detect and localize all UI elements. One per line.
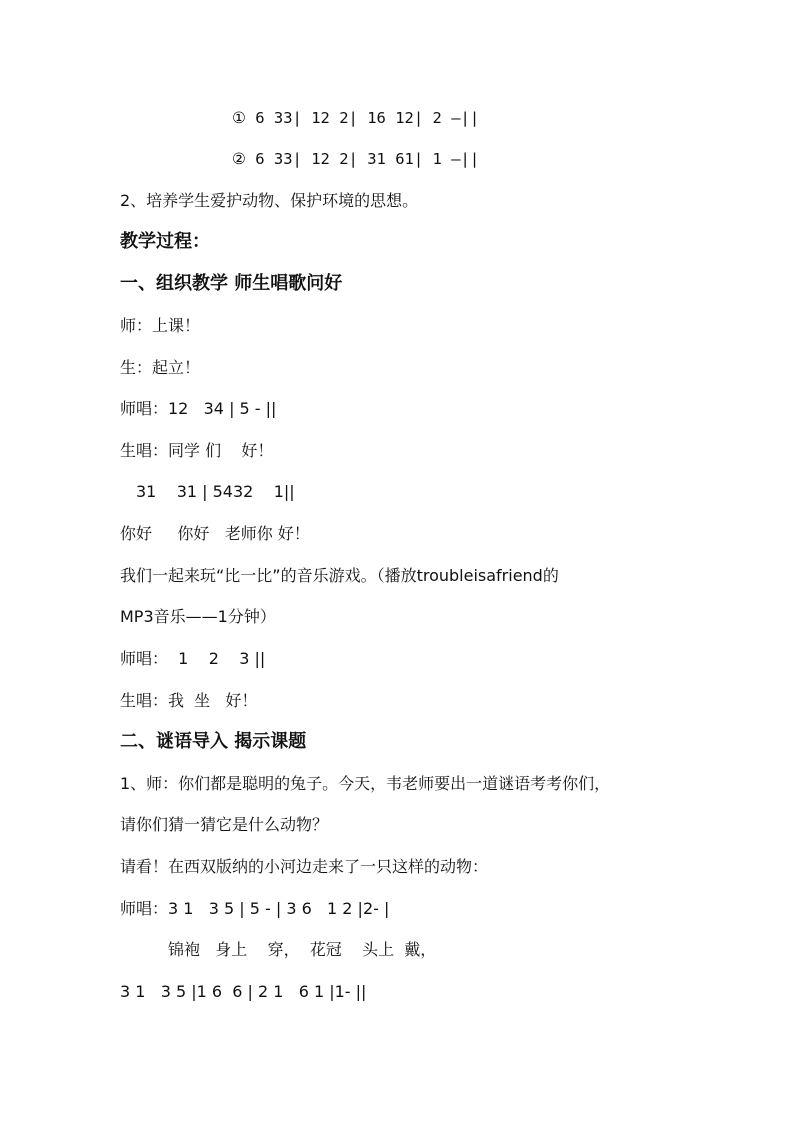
student-sings-sit: 生唱：我 坐 好！ xyxy=(120,691,258,710)
riddle-score-2: 3 1 3 5 |1 6 6 | 2 1 6 1 |1- || xyxy=(120,982,367,1001)
score-line-2: ② 6 33| 12 2| 31 61| 1 —|| xyxy=(232,150,480,168)
dialog-teacher-class: 师：上课！ xyxy=(120,316,201,335)
dialog-student-stand: 生：起立！ xyxy=(120,358,201,377)
riddle-score-1: 师唱：3 1 3 5 | 5 - | 3 6 1 2 |2- | xyxy=(120,899,390,918)
game-intro-cont: MP3音乐——1分钟） xyxy=(120,607,276,626)
riddle-intro: 1、师：你们都是聪明的兔子。今天，韦老师要出一道谜语考考你们， xyxy=(120,774,611,793)
teacher-sings-123: 师唱： 1 2 3 || xyxy=(120,649,266,668)
riddle-question: 请你们猜一猜它是什么动物？ xyxy=(120,815,329,834)
section-heading-process: 教学过程： xyxy=(120,231,210,252)
section-heading-2: 二、谜语导入 揭示课题 xyxy=(120,731,307,752)
student-sings-lyrics: 生唱：同学 们 好！ xyxy=(120,441,274,460)
riddle-look: 请看！在西双版纳的小河边走来了一只这样的动物： xyxy=(120,857,489,876)
game-intro: 我们一起来玩“比一比”的音乐游戏。（播放troubleisafriend的 xyxy=(120,566,559,585)
objective-2: 2、培养学生爱护动物、保护环境的思想。 xyxy=(120,191,419,210)
section-heading-1: 一、组织教学 师生唱歌问好 xyxy=(120,273,343,294)
teacher-sings-score: 师唱：12 34 | 5 - || xyxy=(120,399,277,418)
student-score: 31 31 | 5432 1|| xyxy=(136,482,295,501)
score-line-1: ① 6 33| 12 2| 16 12| 2 —|| xyxy=(232,109,480,127)
riddle-lyrics: 锦袍 身上 穿， 花冠 头上 戴， xyxy=(168,940,437,959)
student-lyrics-hello: 你好 你好 老师你 好！ xyxy=(120,524,310,543)
